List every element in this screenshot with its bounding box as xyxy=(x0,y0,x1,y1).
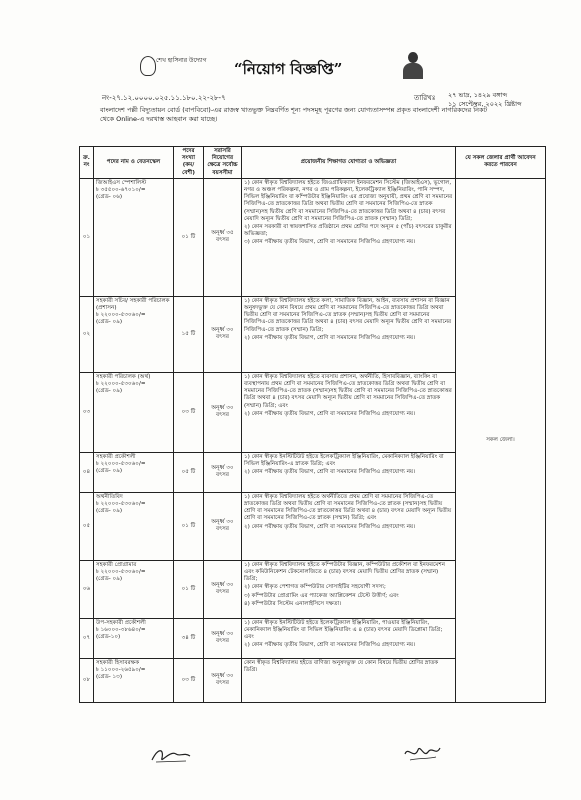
serial-cell: ০৬ xyxy=(80,560,94,618)
qualification-cell xyxy=(242,658,456,702)
qualification-item: কোন স্বীকৃত বিশ্ববিদ্যালয় হইতে বাণিজ্য অনুষদভুক্ত যে কোন বিষয়ে দ্বিতীয় শ্রেণির স্নাতক ডিগ্রি। xyxy=(244,659,439,674)
qualification-item: ২) কোন সরকারী বা স্বায়ত্তশাসিত প্রতিষ্ঠানে প্রথম শ্রেণির পদে অন্যূন ৫ (পাঁচ) বৎসরের চাকুরীর অভিজ্ঞতা; xyxy=(244,224,452,238)
serial-cell: ০৮ xyxy=(80,658,94,702)
qualification-cell xyxy=(242,492,456,560)
qualification-item: ১) কোন স্বীকৃত ইনস্টিটিউট হইতে ইলেকট্রিক্যাল ইঞ্জিনিয়ারিং, পাওয়ার ইঞ্জিনিয়ারিং, মেকানিক্যাল ইঞ্জিনিয়ারিং বা সিভিল ইঞ্জিনিয়ারিং এ ৪ (চার) বৎসর মেয়াদি ডিপ্লোমা ডিগ্রি; এবং xyxy=(244,619,443,641)
count-cell: ৩৪ টি xyxy=(174,618,204,658)
memo-number: নং-২৭.১২.০০০০.০২৫.১১.১৮০.২২-২৮-৭ xyxy=(102,94,226,102)
post-scale: ৳ ১১০০০-২৬৫৯০/= xyxy=(96,667,146,674)
qualification-item: ২) কোন পরীক্ষায় তৃতীয় বিভাগ, শ্রেণি বা সমমানের সিজিপিএ গ্রহণযোগ্য নয়। xyxy=(244,334,416,341)
header-districts: যে সকল জেলার প্রার্থী আবেদন করতে পারবেন xyxy=(456,147,546,179)
post-scale: ৳ ২২০০০-৫৩০৬০/= xyxy=(96,569,146,576)
serial-cell: ০৫ xyxy=(80,492,94,560)
header-age: সরাসরি নিয়োগের ক্ষেত্রে সর্বোচ্চ বয়সসীমা xyxy=(204,147,242,179)
date-bangla: ২৭ ভাদ্র, ১৪২৯ বঙ্গাব্দ xyxy=(448,91,508,99)
post-scale: ৳ ২২০০০-৫৩০৬০/= xyxy=(96,461,146,468)
age-cell: অনূর্ধ্ব ৩০ বৎসর xyxy=(204,296,242,372)
post-grade: (গ্রেড- ০৯) xyxy=(96,388,123,395)
post-scale: ৳ ৩৫৫০০-৬৭০১০/= xyxy=(96,187,146,194)
portrait-image xyxy=(400,50,426,80)
post-cell xyxy=(94,452,174,492)
post-post: সহকারী পরিচালক (অর্থ) xyxy=(96,373,151,380)
age-cell: অনূর্ধ্ব ৩৫ বৎসর xyxy=(204,178,242,296)
qualification-cell xyxy=(242,372,456,452)
post-cell xyxy=(94,618,174,658)
age-cell: অনূর্ধ্ব ৩০ বৎসর xyxy=(204,618,242,658)
page-title: “নিয়োগ বিজ্ঞপ্তি” xyxy=(234,60,343,78)
header-post: পদের নাম ও বেতনস্কেল xyxy=(94,147,174,179)
post-grade: (গ্রেড-১০) xyxy=(96,634,121,641)
post-post: জিআইএস স্পেশালিস্ট xyxy=(96,179,147,186)
post-cell xyxy=(94,372,174,452)
post-grade: (গ্রেড- ০৯) xyxy=(96,576,123,583)
count-cell: ০৩ টি xyxy=(174,658,204,702)
age-cell: অনূর্ধ্ব ৩০ বৎসর xyxy=(204,492,242,560)
serial-cell: ০১ xyxy=(80,178,94,296)
post-grade: (গ্রেড- ০৯) xyxy=(96,468,123,475)
qualification-item: ২) কোন পরীক্ষায় তৃতীয় বিভাগ, শ্রেণি বা সমমানের সিজিপিএ গ্রহণযোগ্য নয়। xyxy=(244,469,416,476)
post-post: সহকারী সচিব/ সহকারী পরিচালক (প্রশাসন) xyxy=(96,297,170,312)
header-qualification: প্রয়োজনীয় শিক্ষাগত যোগ্যতা ও অভিজ্ঞতা xyxy=(242,147,456,179)
count-cell: ০১ টি xyxy=(174,178,204,296)
qualification-item: ৪) কম্পিউটার সিস্টেম এনালাইসিসে দক্ষতা। xyxy=(244,600,342,607)
post-post: উপ-সহকারী প্রকৌশলী xyxy=(96,619,146,626)
qualification-item: ১) কোন স্বীকৃত বিশ্ববিদ্যালয় হইতে কম্পিউটার বিজ্ঞান, কম্পিউটার প্রকৌশল বা ইনফরমেশন এবং কমিউনিকেশন টেকনোলজিতে ৪ (চার) বৎসর মেয়াদি দ্বিতীয় শ্রেণির স্নাতক (সম্মান) ডিগ্রি; xyxy=(244,561,445,583)
date-label: তারিখঃ xyxy=(414,94,436,102)
qualification-item: ১) কোন স্বীকৃত বিশ্ববিদ্যালয় হইতে কলা, সামাজিক বিজ্ঞান, আইন, ব্যবসায় প্রশাসন বা বিজ্ঞান অনুষদভুক্ত যে কোন বিষয়ে প্রথম শ্রেণি বা সমমানের সিজিপিএ-তে স্নাতকোত্তর ডিগ্রি অথবা দ্বিতীয় শ্রেণি বা সমমানের সিজিপিএ-তে স্নাতক (সম্মান)সহ দ্বিতীয় শ্রেণি বা সমমানের সিজিপিএ-তে স্নাতকোত্তর ডিগ্রি অথবা ৪ (চার) বৎসর মেয়াদি অন্যূন দ্বিতীয় শ্রেণি বা সমমানের সিজিপিএ-তে স্নাতক (সম্মান) ডিগ্রি; xyxy=(244,297,452,333)
qualification-item: ৩) কম্পিউটার প্রোগ্রামিং এর প্যাকেজ অ্যাপ্লিকেশন টেস্টে উত্তীর্ণ; এবং xyxy=(244,592,399,599)
post-post: অর্থনীতিবিদ xyxy=(96,493,123,500)
logo-text: শেখ হাসিনার উদ্যোগ xyxy=(156,57,207,64)
qualification-item: ১) কোন স্বীকৃত ইনস্টিটিউট হইতে ইলেকট্রিক্যাল ইঞ্জিনিয়ারিং, মেকানিক্যাল ইঞ্জিনিয়ারিং বা সিভিল ইঞ্জিনিয়ারিং-এ স্নাতক ডিগ্রি; এবং xyxy=(244,453,444,468)
post-cell xyxy=(94,296,174,372)
qualification-cell xyxy=(242,452,456,492)
post-cell xyxy=(94,658,174,702)
date-gregorian: ১১ সেপ্টেম্বর, ২০২২ খ্রিষ্টাব্দ xyxy=(448,100,522,108)
post-post: সহকারী হিসাবরক্ষক xyxy=(96,659,140,666)
intro-paragraph: বাংলাদেশ পল্লী বিদ্যুতায়ন বোর্ড (বাপবিবো)-এর রাজস্ব খাতভুক্ত নিম্নবর্ণিত শূন্য পদসমূহ পূরণের জন্য যোগ্যতাসম্পন্ন প্রকৃত বাংলাদেশী নাগরিকদের নিকট থেকে Online-এ দরখাস্ত আহবান করা যাচ্ছে। xyxy=(100,106,488,123)
count-cell: ১৫ টি xyxy=(174,296,204,372)
post-grade: (গ্রেড- ০৯) xyxy=(96,319,123,326)
qualification-item: ২) কোন স্বীকৃত পেশাগত কম্পিউটার সোসাইটির সহযোগী সদস্য; xyxy=(244,584,386,591)
post-cell xyxy=(94,492,174,560)
post-scale: ৳ ১৬০০০-৩৮৬৪০/= xyxy=(96,627,146,634)
serial-cell: ০৩ xyxy=(80,372,94,452)
qualification-item: ৩) কোন পরীক্ষায় তৃতীয় বিভাগ, শ্রেণি বা সমমানের সিজিপিএ গ্রহণযোগ্য নয়। xyxy=(244,239,416,246)
qualification-item: ১) কোন স্বীকৃত বিশ্ববিদ্যালয় হইতে ব্যবসায় প্রশাসন, অর্থনীতি, হিসাববিজ্ঞান, ব্যাংকিং বা ব্যবস্থাপনায় প্রথম শ্রেণি বা সমমানের সিজিপিএ-তে স্নাতকোত্তর ডিগ্রি অথবা দ্বিতীয় শ্রেণি বা সমমানের সিজিপিএ-তে স্নাতক (সম্মান)সহ দ্বিতীয় শ্রেণি বা সমমানের সিজিপিএ-তে স্নাতকোত্তর ডিগ্রি অথবা ৪ (চার) বৎসর মেয়াদি অন্যূন দ্বিতীয় শ্রেণি বা সমমানের সিজিপিএ-তে স্নাতক (সম্মান) ডিগ্রি; এবং xyxy=(244,373,452,409)
signature-left xyxy=(150,744,192,766)
qualification-cell xyxy=(242,618,456,658)
initiative-logo xyxy=(140,56,207,80)
post-grade: (গ্রেড- ০৬) xyxy=(96,194,123,201)
post-cell xyxy=(94,560,174,618)
count-cell: ০১ টি xyxy=(174,492,204,560)
qualification-item: ১) কোন স্বীকৃত বিশ্ববিদ্যালয় হইতে অর্থনীতিতে প্রথম শ্রেণি বা সমমানের সিজিপিএ-তে স্নাতকোত্তর ডিগ্রি অথবা দ্বিতীয় শ্রেণি বা সমমানের সিজিপিএ-তে স্নাতক (সম্মান)সহ দ্বিতীয় শ্রেণি বা সমমানের সিজিপিএ-তে স্নাতকোত্তর ডিগ্রি অথবা ৪ (চার) বৎসর মেয়াদি অন্যূন দ্বিতীয় শ্রেণি বা সমমানের সিজিপিএ-তে স্নাতক (সম্মান) ডিগ্রি; এবং xyxy=(244,493,452,522)
count-cell: ০৫ টি xyxy=(174,452,204,492)
age-cell: অনূর্ধ্ব ৩০ বৎসর xyxy=(204,372,242,452)
qualification-item: ১) কোন স্বীকৃত বিশ্ববিদ্যালয় হইতে জিওগ্রাফিক্যাল ইনফরমেশন সিস্টেম (জিআইএস), ভূগোল, নগর ও অঞ্চল পরিকল্পনা, নগর ও গ্রাম পরিকল্পনা, ইলেকট্রিক্যাল ইঞ্জিনিয়ারিং, পানি সম্পদ, সিভিল ইঞ্জিনিয়ারিং বা কম্পিউটার ইঞ্জিনিয়ারিং এর প্রযোজ্য অনুযায়ী, প্রথম শ্রেণি বা সমমানের সিজিপিএ-তে স্নাতকোত্তর ডিগ্রি অথবা দ্বিতীয় শ্রেণি বা সমমানের সিজিপিএ-তে স্নাতক (সম্মান)সহ দ্বিতীয় শ্রেণি বা সমমানের সিজিপিএ-তে স্নাতকোত্তর ডিগ্রি অথবা ৪ (চার) বৎসর মেয়াদি অন্যূন দ্বিতীয় শ্রেণি বা সমমানের সিজিপিএ-তে স্নাতক (সম্মান) ডিগ্রি; xyxy=(244,179,453,222)
post-scale: ৳ ২২০০০-৫৩০৬০/= xyxy=(96,501,146,508)
age-cell: অনূর্ধ্ব ৩০ বৎসর xyxy=(204,658,242,702)
table-header-row xyxy=(80,147,546,179)
serial-cell: ০৪ xyxy=(80,452,94,492)
qualification-item: ২) কোন পরীক্ষায় তৃতীয় বিভাগ, শ্রেণি বা সমমানের সিজিপিএ গ্রহণযোগ্য নয়। xyxy=(244,523,416,530)
bulb-icon xyxy=(140,56,156,76)
serial-cell: ০২ xyxy=(80,296,94,372)
post-scale: ৳ ২২০০০-৫৩০৬০/= xyxy=(96,381,146,388)
header-count: পদের সংখ্যা (কম/ বেশী) xyxy=(174,147,204,179)
signature-right xyxy=(402,740,442,764)
post-grade: (গ্রেড- ০৯) xyxy=(96,508,123,515)
post-post: সহকারী প্রকৌশলী xyxy=(96,453,136,460)
age-cell: অনূর্ধ্ব ৩০ বৎসর xyxy=(204,452,242,492)
count-cell: ০৩ টি xyxy=(174,372,204,452)
qualification-cell xyxy=(242,560,456,618)
count-cell: ০১ টি xyxy=(174,560,204,618)
post-scale: ৳ ২২০০০-৫৩০৬০/= xyxy=(96,312,146,319)
header-serial: ক্র. নং xyxy=(80,147,94,179)
qualification-item: ২) কোন পরীক্ষায় তৃতীয় বিভাগ, শ্রেণি বা সমমানের সিজিপিএ গ্রহণযোগ্য নয়। xyxy=(244,410,416,417)
post-post: সহকারী প্রোগ্রামার xyxy=(96,561,137,568)
qualification-cell xyxy=(242,296,456,372)
qualification-cell xyxy=(242,178,456,296)
vacancy-table xyxy=(79,146,546,703)
age-cell: অনূর্ধ্ব ৩০ বৎসর xyxy=(204,560,242,618)
post-cell xyxy=(94,178,174,296)
table-row xyxy=(80,178,546,296)
serial-cell: ০৭ xyxy=(80,618,94,658)
post-grade: (গ্রেড- ১৩) xyxy=(96,674,123,681)
qualification-item: ২) কোন পরীক্ষায় তৃতীয় বিভাগ, শ্রেণি বা সমমানের সিজিপিএ গ্রহণযোগ্য নয়। xyxy=(244,642,416,649)
districts-cell: সকল জেলা। xyxy=(456,178,546,702)
